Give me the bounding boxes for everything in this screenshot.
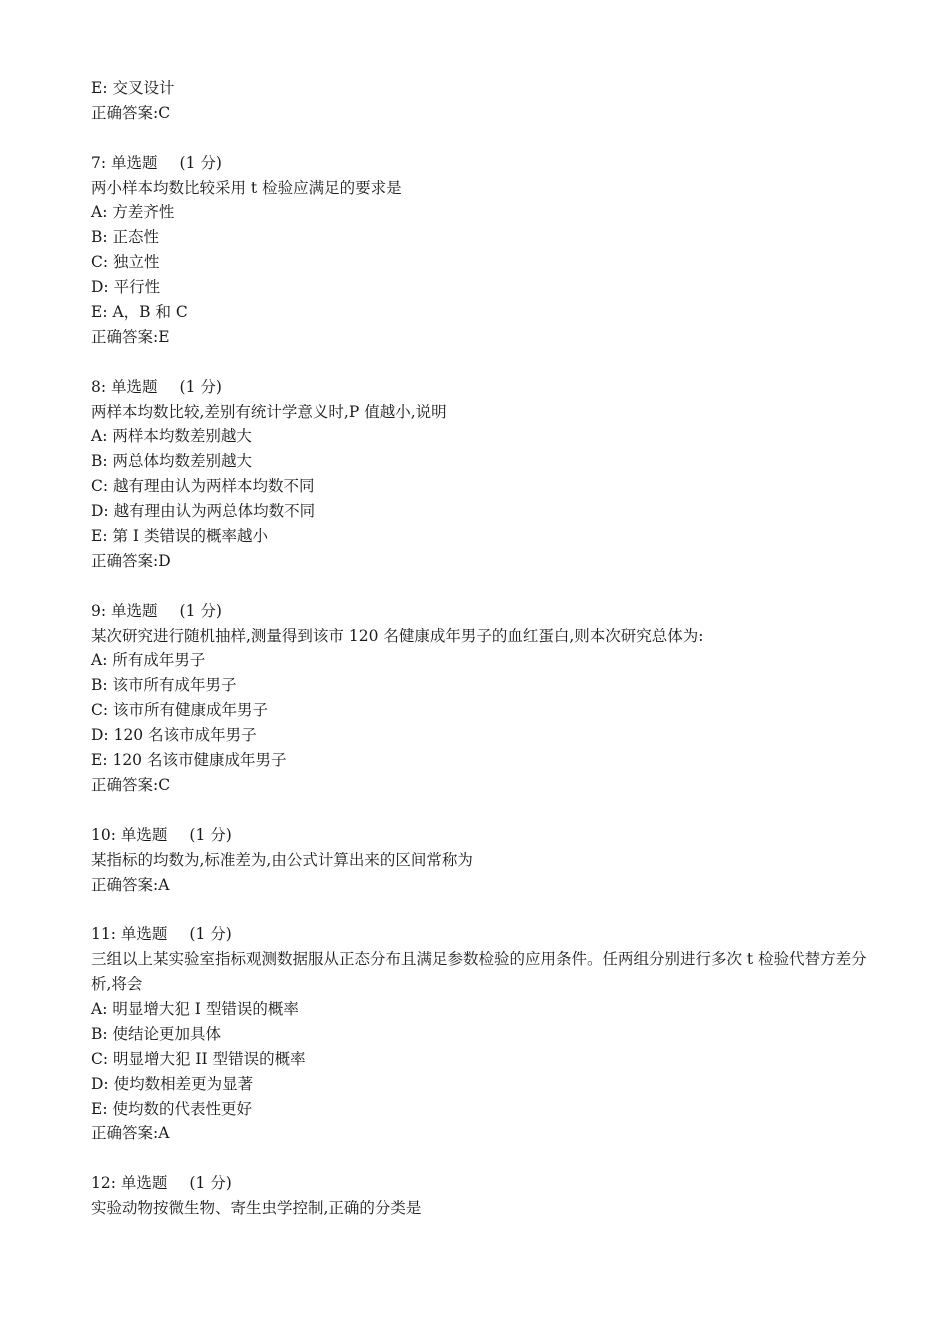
correct-answer: 正确答案:A: [91, 1124, 170, 1143]
question-type: 单选题: [111, 153, 158, 172]
question-type: 单选题: [120, 1174, 168, 1193]
question-number: 8:: [91, 377, 107, 396]
question-12: [91, 1171, 881, 1221]
question-stem: 实验动物按微生物、寄生虫学控制,正确的分类是: [91, 1199, 422, 1218]
question-type: 单选题: [111, 601, 158, 620]
option-b: B: 该市所有成年男子: [91, 676, 237, 695]
question-header: [91, 599, 881, 624]
question-header: [91, 375, 881, 400]
option-c: C: 明显增大犯 II 型错误的概率: [91, 1049, 306, 1068]
option-d: D: 使均数相差更为显著: [91, 1074, 254, 1093]
question-stem: 某次研究进行随机抽样,测量得到该市 120 名健康成年男子的血红蛋白,则本次研究总体为:: [91, 626, 704, 645]
option-a: A: 明显增大犯 I 型错误的概率: [91, 999, 299, 1018]
option-a: A: 两样本均数差别越大: [91, 427, 252, 446]
question-number: 9:: [91, 601, 107, 620]
question-points: (1 分): [189, 825, 232, 844]
option-c: C: 该市所有健康成年男子: [91, 701, 269, 720]
option-d: D: 越有理由认为两总体均数不同: [91, 502, 316, 521]
option-e: E: 使均数的代表性更好: [91, 1099, 252, 1118]
option-a: A: 所有成年男子: [91, 651, 206, 670]
correct-answer: 正确答案:A: [91, 875, 170, 894]
question-header: [91, 151, 881, 176]
question-points: (1 分): [189, 925, 232, 944]
question-header: [91, 823, 881, 848]
document-page: [91, 76, 881, 1221]
question-stem: 某指标的均数为,标准差为,由公式计算出来的区间常称为: [91, 850, 473, 869]
option-c: C: 越有理由认为两样本均数不同: [91, 477, 315, 496]
correct-answer: 正确答案:E: [91, 327, 170, 346]
option-e: E: 第 I 类错误的概率越小: [91, 527, 268, 546]
question-header: [91, 1171, 881, 1196]
question-type: 单选题: [120, 925, 168, 944]
option-a: A: 方差齐性: [91, 203, 175, 222]
question-7: [91, 151, 881, 350]
question-points: (1 分): [179, 153, 222, 172]
question-stem: 两样本均数比较,差别有统计学意义时,P 值越小,说明: [91, 402, 447, 421]
option-c: C: 独立性: [91, 253, 160, 272]
option-d: D: 120 名该市成年男子: [91, 726, 257, 745]
correct-answer: 正确答案:C: [91, 775, 171, 794]
question-9: [91, 599, 881, 798]
question-11: [91, 922, 881, 1146]
question-8: [91, 375, 881, 574]
option-e: E: A，B 和 C: [91, 303, 188, 322]
question-points: (1 分): [179, 377, 222, 396]
question-points: (1 分): [189, 1174, 232, 1193]
prev-answer: 正确答案:C: [91, 103, 171, 122]
question-type: 单选题: [120, 825, 168, 844]
option-b: B: 使结论更加具体: [91, 1024, 222, 1043]
question-stem: 三组以上某实验室指标观测数据服从正态分布且满足参数检验的应用条件。任两组分别进行多次 t 检验代替方差分析,将会: [91, 950, 867, 994]
correct-answer: 正确答案:D: [91, 551, 171, 570]
question-number: 11:: [91, 925, 116, 944]
prev-option-e: E: 交叉设计: [91, 79, 175, 97]
question-header: [91, 922, 881, 947]
option-b: B: 正态性: [91, 228, 160, 247]
question-number: 12:: [91, 1174, 116, 1193]
question-type: 单选题: [111, 377, 158, 396]
option-d: D: 平行性: [91, 278, 161, 297]
question-10: [91, 823, 881, 898]
question-number: 7:: [91, 153, 107, 172]
option-e: E: 120 名该市健康成年男子: [91, 751, 287, 770]
question-stem: 两小样本均数比较采用 t 检验应满足的要求是: [91, 178, 402, 197]
question-number: 10:: [91, 825, 116, 844]
question-points: (1 分): [179, 601, 222, 620]
option-b: B: 两总体均数差别越大: [91, 452, 253, 471]
